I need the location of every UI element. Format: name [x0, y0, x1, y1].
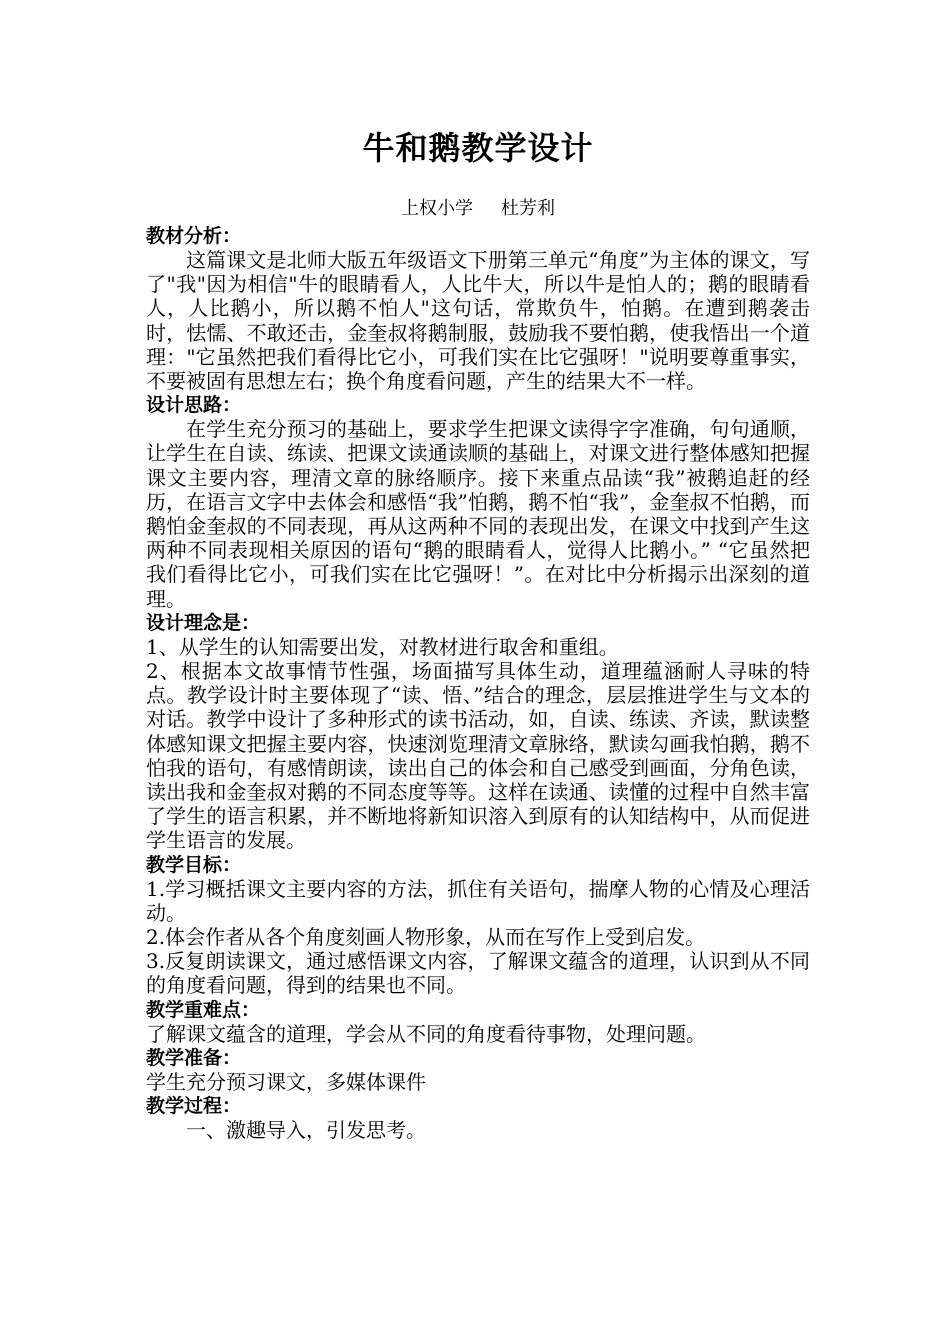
section-design-idea [146, 393, 810, 611]
section-key-points [146, 998, 810, 1046]
section-paragraph: 一、激趣导入，引发思考。 [186, 1118, 426, 1143]
section-heading: 设计理念是： [146, 611, 261, 634]
document-title: 牛和鹅教学设计 [362, 129, 594, 167]
section-paragraph: 在学生充分预习的基础上，要求学生把课文读得字字准确，句句通顺，让学生在自读、练读、把课文读通读顺的基础上，对课文进行整体感知把握课文主要内容，理清文章的脉络顺序。接下来重点品读“我”被鹅追赶的经历，在语言文字中去体会和感悟“我”怕鹅，鹅不怕“我”，金奎叔不怕鹅，而鹅怕金奎叔的不同表现，再从这两种不同的表现出发，在课文中找到产生这两种不同表现相关原因的语句“鹅的眼睛看人，觉得人比鹅小。” “它虽然把我们看得比它小，可我们实在比它强呀！”。在对比中分析揭示出深刻的道理。 [146, 417, 810, 611]
section-design-concept [146, 611, 810, 853]
section-heading: 设计思路： [146, 394, 242, 417]
section-paragraph: 这篇课文是北师大版五年级语文下册第三单元“角度”为主体的课文，写了"我"因为相信"牛的眼睛看人，人比牛大，所以牛是怕人的；鹅的眼睛看人，人比鹅小，所以鹅不怕人"这句话，常欺负牛，怕鹅。在遭到鹅袭击时，怯懦、不敢还击，金奎叔将鹅制服，鼓励我不要怕鹅，使我悟出一个道理："它虽然把我们看得比它小，可我们实在比它强呀！"说明要尊重事实，不要被固有思想左右；换个角度看问题，产生的结果大不一样。 [146, 248, 810, 394]
section-teaching-goals [146, 853, 810, 998]
section-paragraph: 2.体会作者从各个角度刻画人物形象，从而在写作上受到启发。 [146, 925, 706, 950]
section-paragraph: 学生充分预习课文，多媒体课件 [146, 1069, 426, 1094]
author-name: 杜芳利 [501, 198, 555, 219]
section-preparation [146, 1046, 810, 1094]
author-school: 上权小学 [401, 198, 473, 219]
section-paragraph: 1、从学生的认知需要出发，对教材进行取舍和重组。 [146, 634, 619, 659]
section-material-analysis [146, 224, 810, 393]
section-heading: 教学目标： [146, 853, 242, 876]
author-line [146, 198, 810, 220]
section-heading: 教学准备： [146, 1046, 242, 1069]
section-heading: 教学过程： [146, 1095, 242, 1118]
section-teaching-process [146, 1094, 810, 1142]
section-paragraph: 1.学习概括课文主要内容的方法，抓住有关语句，揣摩人物的心情及心理活动。 [146, 876, 810, 925]
section-paragraph: 2、根据本文故事情节性强，场面描写具体生动，道理蕴涵耐人寻味的特点。教学设计时主要体现了“读、悟、”结合的理念，层层推进学生与文本的对话。教学中设计了多种形式的读书活动，如，自读、练读、齐读，默读整体感知课文把握主要内容，快速浏览理清文章脉络，默读勾画我怕鹅，鹅不怕我的语句，有感情朗读，读出自己的体会和自己感受到画面，分角色读，读出我和金奎叔对鹅的不同态度等等。这样在读通、读懂的过程中自然丰富了学生的语言积累，并不断地将新知识溶入到原有的认知结构中，从而促进学生语言的发展。 [146, 659, 810, 853]
section-heading: 教材分析： [146, 225, 242, 247]
section-heading: 教学重难点： [146, 998, 261, 1021]
section-paragraph: 3.反复朗读课文，通过感悟课文内容，了解课文蕴含的道理，认识到从不同的角度看问题，得到的结果也不同。 [146, 949, 810, 998]
section-paragraph: 了解课文蕴含的道理，学会从不同的角度看待事物，处理问题。 [146, 1021, 706, 1046]
document-page [146, 128, 810, 1142]
